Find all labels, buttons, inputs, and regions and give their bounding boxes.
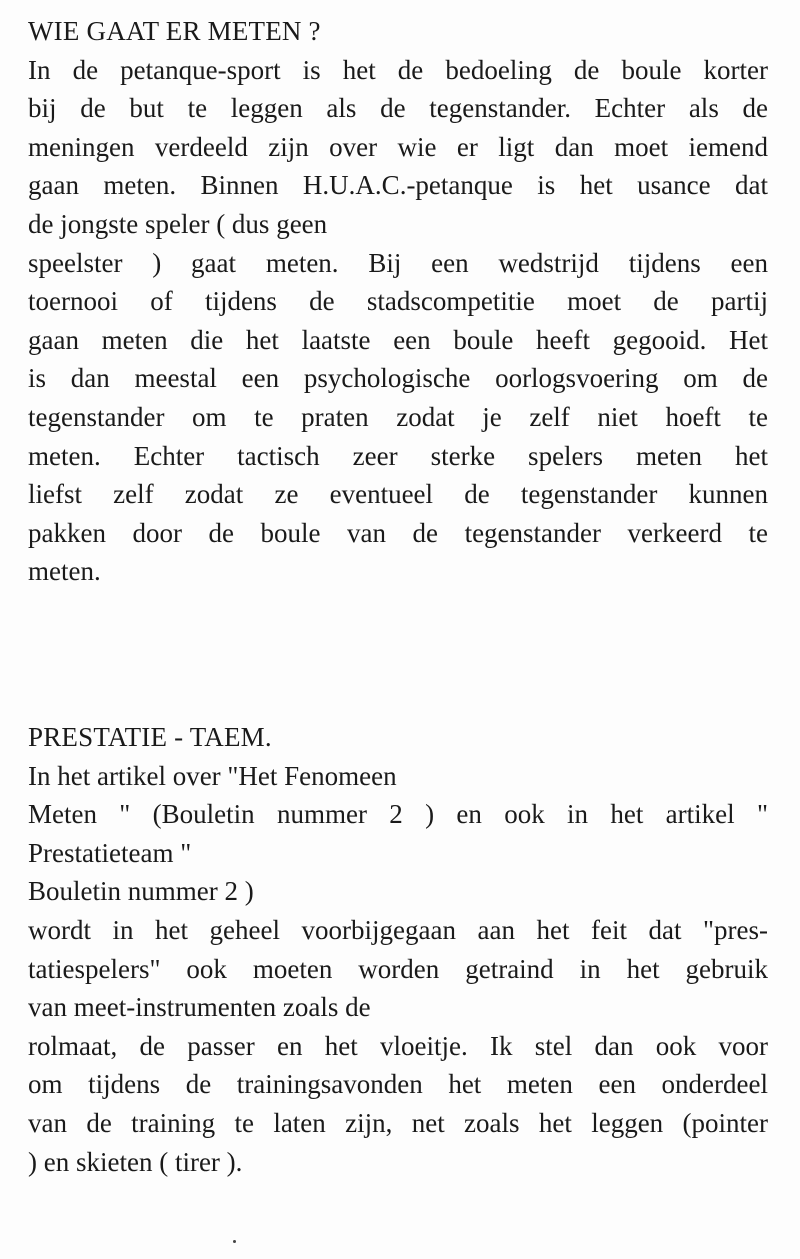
text-line: Prestatieteam " <box>28 837 192 868</box>
text-line: de jongste speler ( dus geen <box>28 208 328 239</box>
text-line: rolmaat, de passer en het vloeitje. Ik stel dan ook voor <box>28 1030 768 1061</box>
text-line: van de training te laten zijn, net zoals het leggen (pointer <box>28 1107 768 1138</box>
text-line: van meet-instrumenten zoals de <box>28 992 371 1023</box>
section-heading: PRESTATIE - TAEM. <box>28 722 272 752</box>
text-line: meten. Echter tactisch zeer sterke spelers meten het <box>28 440 768 471</box>
scan-speck <box>233 1240 236 1243</box>
section-heading: WIE GAAT ER METEN ? <box>28 16 321 46</box>
text-line: tegenstander om te praten zodat je zelf niet hoeft te <box>28 401 768 432</box>
text-line: In de petanque-sport is het de bedoeling de boule korter <box>28 54 768 85</box>
text-line: meten. <box>28 556 101 587</box>
text-line: gaan meten die het laatste een boule heeft gegooid. Het <box>28 324 768 355</box>
text-line: speelster ) gaat meten. Bij een wedstrijd tijdens een <box>28 247 768 278</box>
text-line: is dan meestal een psychologische oorlogsvoering om de <box>28 363 768 394</box>
text-line: pakken door de boule van de tegenstander verkeerd te <box>28 517 768 548</box>
section-wie-gaat-er-meten <box>28 12 768 591</box>
text-line: bij de but te leggen als de tegenstander. Echter als de <box>28 93 768 124</box>
section-prestatie-taem <box>28 718 768 1181</box>
text-line: wordt in het geheel voorbijgegaan aan het feit dat "pres- <box>28 914 768 945</box>
text-line: om tijdens de trainingsavonden het meten een onderdeel <box>28 1069 768 1100</box>
text-line: gaan meten. Binnen H.U.A.C.-petanque is het usance dat <box>28 170 768 201</box>
text-line: In het artikel over "Het Fenomeen <box>28 760 397 791</box>
text-line: Bouletin nummer 2 ) <box>28 876 254 907</box>
text-line: toernooi of tijdens de stadscompetitie moet de partij <box>28 286 768 317</box>
text-line: meningen verdeeld zijn over wie er ligt dan moet iemend <box>28 131 768 162</box>
text-line: ) en skieten ( tirer ). <box>28 1146 243 1177</box>
text-line: liefst zelf zodat ze eventueel de tegenstander kunnen <box>28 479 768 510</box>
text-line: tatiespelers" ook moeten worden getraind in het gebruik <box>28 953 768 984</box>
text-line: Meten " (Bouletin nummer 2 ) en ook in het artikel " <box>28 799 768 830</box>
